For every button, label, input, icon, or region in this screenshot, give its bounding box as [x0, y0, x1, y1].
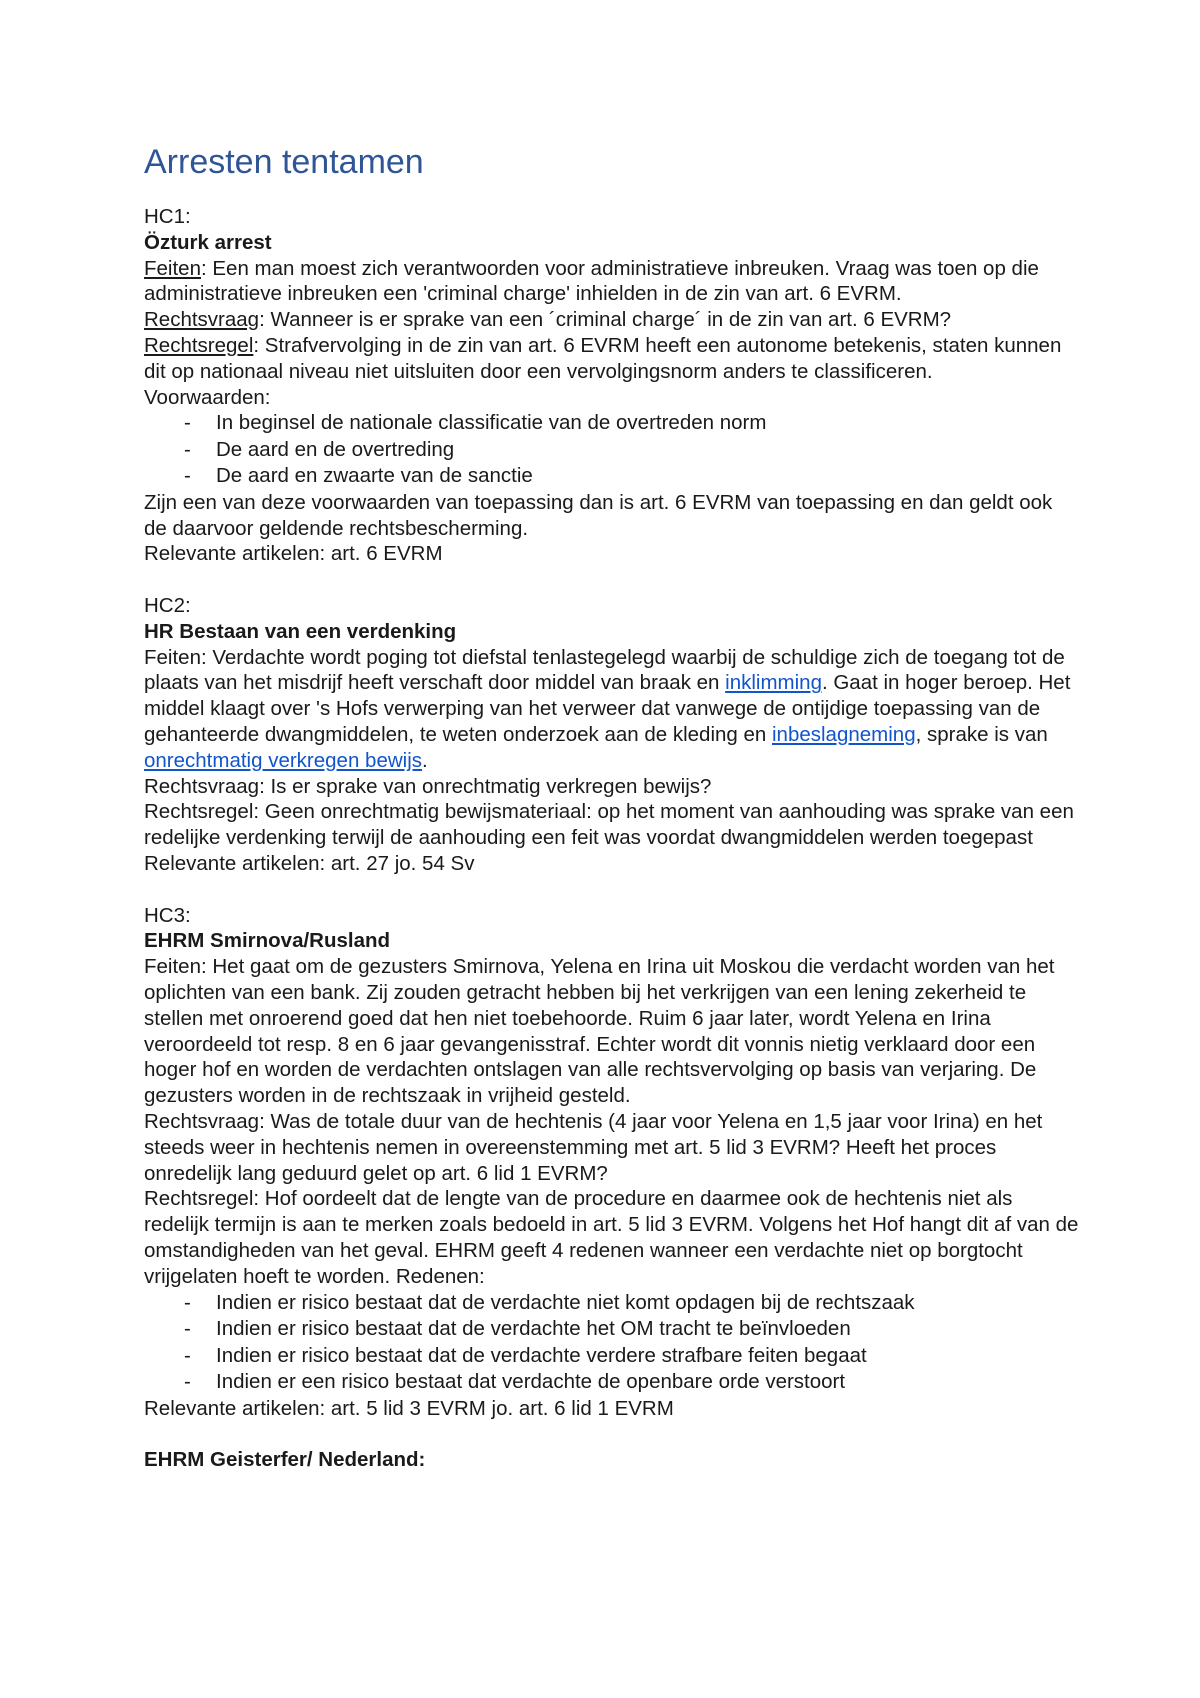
link-inbeslagneming[interactable]: inbeslagneming: [772, 723, 916, 747]
section-hc1: [144, 204, 1080, 567]
list-item: - Indien er risico bestaat dat de verdachte niet komt opdagen bij de rechtszaak: [184, 1290, 1080, 1317]
hc1-conclusie: Zijn een van deze voorwaarden van toepassing dan is art. 6 EVRM van toepassing en dan geldt ook de daarvoor geldende rechtsbescherming.: [144, 490, 1053, 540]
dash-bullet: -: [184, 437, 191, 461]
section-hc3: [144, 903, 1080, 1473]
hc3-feiten: Feiten: Het gaat om de gezusters Smirnova, Yelena en Irina uit Moskou die verdacht worden van het oplichten van een bank. Zij zouden getracht hebben bij het verkrijgen van een lening zekerheid te stellen met onroerend goed dat hen niet toebehoorde. Ruim 6 jaar later, wordt Yelena en Irina veroordeeld tot resp. 8 en 6 jaar gevangenisstraf. Echter wordt dit vonnis nietig verklaard door een hoger hof en worden de verdachten ontslagen van alle rechtsvervolging op basis van verjaring. De gezusters worden in de rechtszaak in vrijheid gesteld.: [144, 955, 1055, 1108]
dash-bullet: -: [184, 411, 191, 435]
hc2-case-title: HR Bestaan van een verdenking: [144, 619, 457, 643]
hc3-artikelen: Relevante artikelen: art. 5 lid 3 EVRM jo. art. 6 lid 1 EVRM: [144, 1396, 674, 1420]
hc1-feiten-text: : Een man moest zich verantwoorden voor administratieve inbreuken. Vraag was toen op die administratieve inbreuken een 'criminal charge' inhielden in de zin van art. 6 EVRM.: [144, 256, 1039, 306]
spacer: [144, 877, 1080, 903]
section-hc2: [144, 593, 1080, 877]
hc1-voorwaarden-list: [144, 410, 1080, 490]
hc1-rechtsvraag-text: : Wanneer is er sprake van een ´criminal charge´ in de zin van art. 6 EVRM?: [259, 308, 952, 332]
list-item: - Indien er risico bestaat dat de verdachte verdere strafbare feiten begaat: [184, 1343, 1080, 1370]
hc1-voorwaarden: Voorwaarden:: [144, 385, 271, 409]
dash-bullet: -: [184, 1343, 191, 1367]
hc2-artikelen: Relevante artikelen: art. 27 jo. 54 Sv: [144, 852, 475, 876]
hc1-feiten-label: Feiten: [144, 256, 201, 280]
list-item: - Indien er een risico bestaat dat verdachte de openbare orde verstoort: [184, 1369, 1080, 1396]
link-onrechtmatig-verkregen-bewijs[interactable]: onrechtmatig verkregen bewijs: [144, 748, 423, 772]
link-inklimming[interactable]: inklimming: [725, 671, 822, 695]
hc1-label: HC1:: [144, 205, 191, 228]
dash-bullet: -: [184, 1317, 191, 1341]
hc1-artikelen: Relevante artikelen: art. 6 EVRM: [144, 542, 443, 566]
hc3-redenen-list: [144, 1290, 1080, 1396]
spacer: [144, 1421, 1080, 1447]
hc1-rechtsregel-label: Rechtsregel: [144, 333, 254, 357]
hc2-label: HC2:: [144, 594, 191, 618]
next-case-title: EHRM Geisterfer/ Nederland:: [144, 1448, 426, 1472]
list-item: - In beginsel de nationale classificatie van de overtreden norm: [184, 410, 1080, 437]
dash-bullet: -: [184, 1370, 191, 1394]
list-item: - De aard en de overtreding: [184, 437, 1080, 464]
dash-bullet: -: [184, 464, 191, 488]
hc3-rechtsregel: Rechtsregel: Hof oordeelt dat de lengte van de procedure en daarmee ook de hechtenis niet als redelijk termijn is aan te merken zoals bedoeld in art. 5 lid 3 EVRM. Volgens het Hof hangt dit af van de omstandigheden van het geval. EHRM geeft 4 redenen wanneer een verdachte niet op borgtocht vrijgelaten hoeft te worden. Redenen:: [144, 1187, 1079, 1288]
hc3-rechtsvraag: Rechtsvraag: Was de totale duur van de hechtenis (4 jaar voor Yelena en 1,5 jaar voor Irina) en het steeds weer in hechtenis nemen in overeenstemming met art. 5 lid 3 EVRM? Heeft het proces onredelijk lang geduurd gelet op art. 6 lid 1 EVRM?: [144, 1110, 1043, 1185]
list-item: - Indien er risico bestaat dat de verdachte het OM tracht te beïnvloeden: [184, 1316, 1080, 1343]
hc1-case-title: Özturk arrest: [144, 230, 272, 254]
hc2-feiten: Feiten: Verdachte wordt poging tot diefstal tenlastegelegd waarbij de schuldige zich de toegang tot de plaats van het misdrijf heeft verschaft door middel van braak en inklimming. Gaat in hoger beroep. Het middel klaagt over 's Hofs verwerping van het verweer dat vanwege de ontijdige toepassing van de gehanteerde dwangmiddelen, te weten onderzoek aan de kleding en inbeslagneming, sprake is van onrechtmatig verkregen bewijs.: [144, 645, 1071, 772]
hc2-rechtsvraag: Rechtsvraag: Is er sprake van onrechtmatig verkregen bewijs?: [144, 774, 712, 798]
document-title: Arresten tentamen: [144, 143, 424, 181]
hc1-rechtsregel-text: : Strafvervolging in de zin van art. 6 EVRM heeft een autonome betekenis, staten kunnen dit op nationaal niveau niet uitsluiten door een vervolgingsnorm anders te classificeren.: [144, 333, 1062, 383]
hc3-case-title: EHRM Smirnova/Rusland: [144, 929, 391, 953]
list-item: - De aard en zwaarte van de sanctie: [184, 463, 1080, 490]
dash-bullet: -: [184, 1290, 191, 1314]
hc1-rechtsvraag-label: Rechtsvraag: [144, 308, 260, 332]
hc1-rechtsvraag: [144, 307, 1080, 333]
hc1-feiten: [144, 256, 1080, 308]
hc3-label: HC3:: [144, 903, 191, 927]
hc2-rechtsregel: Rechtsregel: Geen onrechtmatig bewijsmateriaal: op het moment van aanhouding was sprake van een redelijke verdenking terwijl de aanhouding een feit was voordat dwangmiddelen werden toegepast: [144, 800, 1074, 850]
spacer: [144, 567, 1080, 593]
hc1-rechtsregel: [144, 333, 1080, 385]
